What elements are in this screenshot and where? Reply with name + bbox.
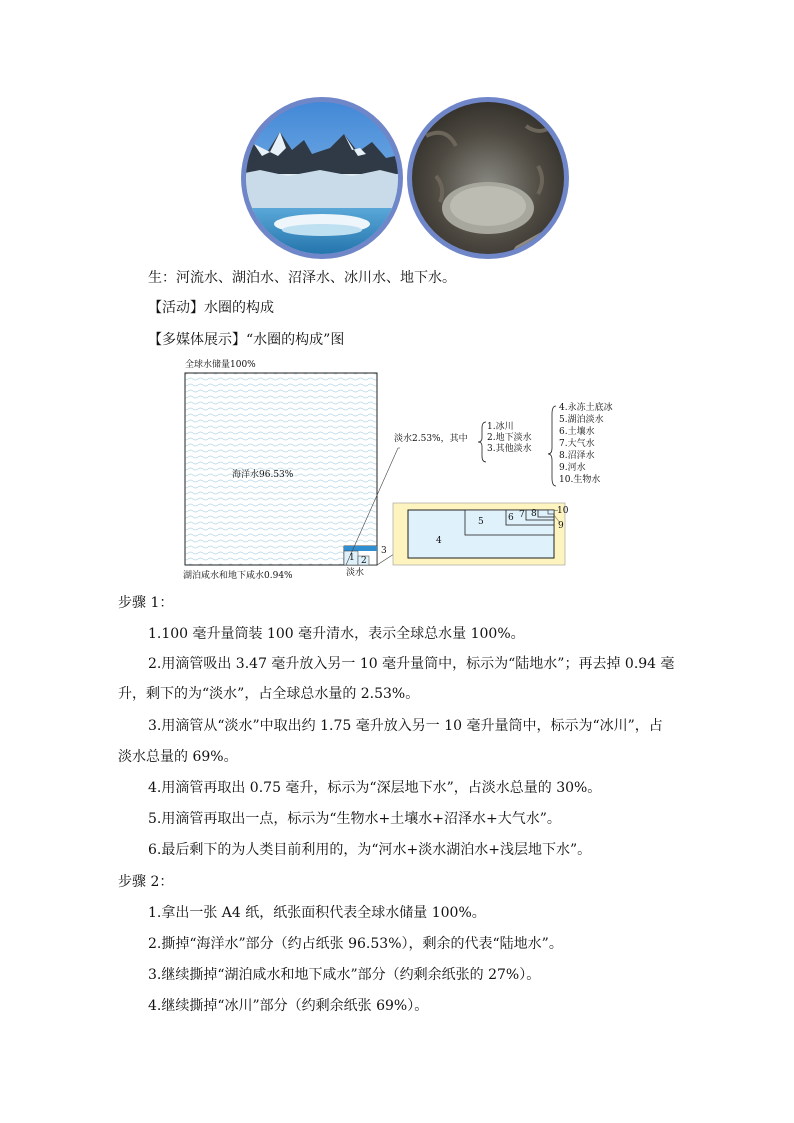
step1-item-2a: 2.用滴管吸出 3.47 毫升放入另一 10 毫升量筒中，标示为“陆地水”；再去掉 0.94 毫	[148, 656, 675, 672]
group-a-item-3: 3.其他淡水	[487, 444, 532, 454]
step1-item-5: 5.用滴管再取出一点，标示为“生物水+土壤水+沼泽水+大气水”。	[148, 811, 561, 827]
step1-item-3a: 3.用滴管从“淡水”中取出约 1.75 毫升放入另一 10 毫升量筒中，标示为“冰川”，占	[148, 718, 663, 734]
total-water-label: 全球水储量100%	[185, 360, 256, 370]
group-a-item-2: 2.地下淡水	[487, 433, 532, 443]
step2-item-2: 2.撕掉“海洋水”部分（约占纸张 96.53%），剩余的代表“陆地水”。	[148, 936, 563, 952]
well-photo	[406, 96, 570, 260]
step1-title: 步骤 1：	[118, 595, 174, 611]
photo-row	[240, 96, 570, 260]
step2-item-4: 4.继续撕掉“冰川”部分（约剩余纸张 69%）。	[148, 998, 429, 1014]
group-b-item-9: 9.河水	[559, 463, 586, 473]
small-box-number-1: 1	[349, 553, 355, 563]
small-box-number-3: 3	[381, 546, 387, 556]
activity-heading: 【活动】水圈的构成	[148, 300, 274, 316]
detail-number-6: 6	[508, 513, 514, 523]
step2-item-1: 1.拿出一张 A4 纸，纸张面积代表全球水储量 100%。	[148, 905, 486, 921]
step1-item-4: 4.用滴管再取出 0.75 毫升，标示为“深层地下水”，占淡水总量的 30%。	[148, 780, 602, 796]
freshwater-percent-label: 淡水2.53%，其中	[394, 434, 468, 444]
group-b-item-4: 4.永冻土底冰	[559, 403, 613, 413]
hydrosphere-diagram	[178, 358, 638, 588]
group-a-item-1: 1.冰川	[487, 422, 514, 432]
detail-number-9: 9	[558, 521, 564, 531]
small-box-number-2: 2	[361, 556, 367, 566]
saline-water-label: 湖泊咸水和地下咸水0.94%	[183, 571, 293, 581]
total-water-box	[185, 373, 377, 565]
step1-item-1: 1.100 毫升量筒装 100 毫升清水，表示全球总水量 100%。	[148, 626, 525, 642]
group-b-item-5: 5.湖泊淡水	[559, 415, 604, 425]
student-answer: 生：河流水、湖泊水、沼泽水、冰川水、地下水。	[148, 270, 456, 286]
media-heading: 【多媒体展示】“水圈的构成”图	[148, 332, 345, 348]
detail-number-10: 10	[557, 506, 569, 516]
detail-number-4: 4	[436, 536, 442, 546]
group-b-item-7: 7.大气水	[559, 439, 595, 449]
detail-number-5: 5	[478, 517, 484, 527]
freshwater-label: 淡水	[346, 568, 365, 578]
group-b-item-8: 8.沼泽水	[559, 451, 595, 461]
step2-item-3: 3.继续撕掉“湖泊咸水和地下咸水”部分（约剩余纸张的 27%）。	[148, 967, 541, 983]
group-b-item-6: 6.土壤水	[559, 427, 595, 437]
detail-number-8: 8	[531, 509, 537, 519]
step1-item-3b: 淡水总量的 69%。	[118, 749, 238, 765]
glacier-photo	[240, 96, 404, 260]
ocean-water-label: 海洋水96.53%	[232, 470, 294, 480]
group-b-item-10: 10.生物水	[559, 475, 601, 485]
detail-number-7: 7	[519, 510, 525, 520]
step1-item-6: 6.最后剩下的为人类目前利用的，为“河水+淡水湖泊水+浅层地下水”。	[148, 842, 592, 858]
step2-title: 步骤 2：	[118, 874, 174, 890]
step1-item-2b: 升，剩下的为“淡水”，占全球总水量的 2.53%。	[118, 686, 420, 702]
